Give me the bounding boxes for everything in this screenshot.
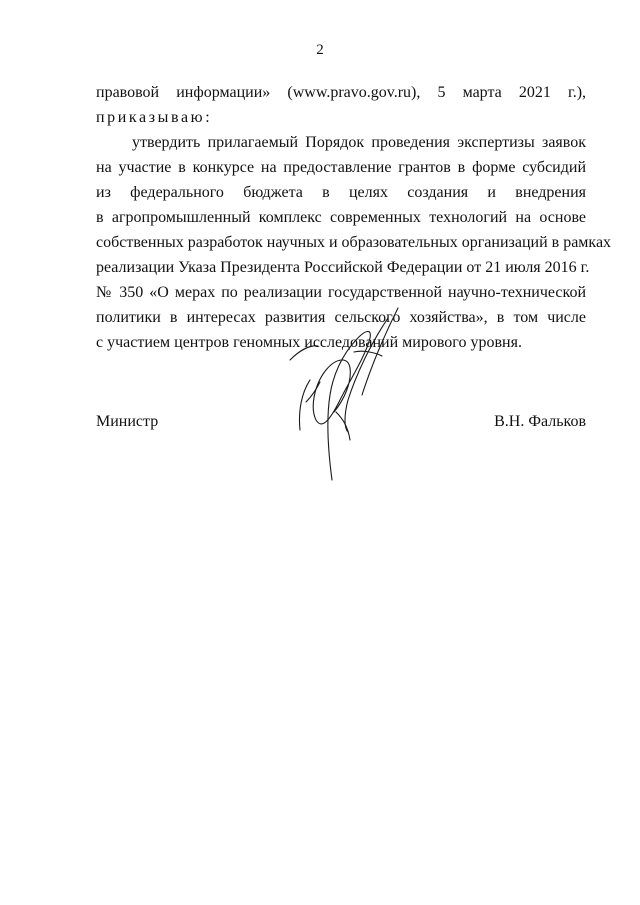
paragraph-line: № 350 «О мерах по реализации государственной научно-технической [96,284,586,301]
page-number: 2 [316,42,324,58]
paragraph-line: политики в интересах развития сельского хозяйства», в том числе [96,309,586,326]
handwritten-signature [270,300,420,490]
document-body [96,80,586,130]
order-word: приказываю: [96,109,213,126]
paragraph-line: в агропромышленный комплекс современных технологий на основе [96,209,586,226]
body-line-1: правовой информации» (www.pravo.gov.ru), 5 марта 2021 г.), [96,84,587,101]
paragraph-line: из федерального бюджета в целях создания и внедрения [96,184,586,201]
paragraph-line: утвердить прилагаемый Порядок проведения экспертизы заявок [132,134,586,151]
paragraph-line: с участием центров геномных исследований мирового уровня. [96,334,522,351]
signatory-title: Министр [96,413,159,430]
signatory-name: В.Н. Фальков [494,413,586,430]
paragraph-line: собственных разработок научных и образовательных организаций в рамках [96,234,612,251]
paragraph-line: реализации Указа Президента Российской Федерации от 21 июля 2016 г. [96,259,590,276]
paragraph-line: на участие в конкурсе на предоставление грантов в форме субсидий [96,159,586,176]
